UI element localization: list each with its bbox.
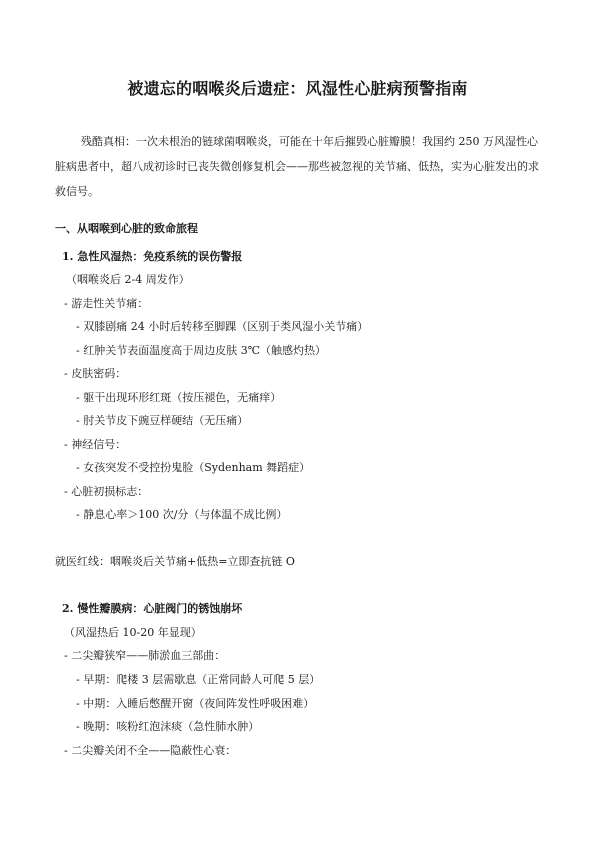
list-item: - 游走性关节痛： (64, 297, 149, 310)
subsection-heading-chronic: 2. 慢性瓣膜病：心脏阀门的锈蚀崩坏 (62, 602, 243, 615)
list-item: - 双膝剧痛 24 小时后转移至脚踝（区别于类风湿小关节痛） (76, 320, 369, 333)
subsection-heading-acute: 1. 急性风湿热：免疫系统的误伤警报 (62, 250, 243, 263)
list-item: - 女孩突发不受控扮鬼脸（Sydenham 舞蹈症） (76, 461, 311, 474)
list-item: - 二尖瓣狭窄——肺淤血三部曲： (64, 649, 226, 662)
list-item: - 早期：爬楼 3 层需歇息（正常同龄人可爬 5 层） (76, 673, 321, 686)
list-item: - 红肿关节表面温度高于周边皮肤 3℃（触感灼热） (76, 344, 327, 357)
list-item: - 皮肤密码： (64, 367, 127, 380)
list-item: - 躯干出现环形红斑（按压褪色，无痛痒） (76, 391, 282, 404)
document-title: 被遗忘的咽喉炎后遗症：风湿性心脏病预警指南 (127, 79, 468, 98)
subsection-note-acute: （咽喉炎后 2-4 周发作） (66, 273, 190, 286)
list-item: - 神经信号： (64, 438, 127, 451)
subsection-note-chronic: （风湿热后 10-20 年显现） (64, 626, 202, 639)
list-item: - 肘关节皮下豌豆样硬结（无压痛） (76, 414, 249, 427)
list-item: - 心脏初损标志： (64, 485, 149, 498)
section-heading: 一、从咽喉到心脏的致命旅程 (55, 222, 198, 235)
list-item: - 中期：入睡后憋醒开窗（夜间阵发性呼吸困难） (76, 697, 315, 710)
list-item: - 静息心率＞100 次/分（与体温不成比例） (76, 508, 288, 521)
list-item: - 二尖瓣关闭不全——隐蔽性心衰： (64, 744, 237, 757)
red-line-note: 就医红线：咽喉炎后关节痛+低热=立即查抗链 O (55, 555, 295, 568)
intro-paragraph: 残酷真相：一次未根治的链球菌咽喉炎，可能在十年后摧毁心脏瓣膜！我国约 250 万风湿性心脏病患者中，超八成初诊时已丧失微创修复机会——那些被忽视的关节痛、低热，实为心脏发出的求救信号。 (55, 135, 539, 198)
list-item: - 晚期：咳粉红泡沫痰（急性肺水肿） (76, 720, 260, 733)
